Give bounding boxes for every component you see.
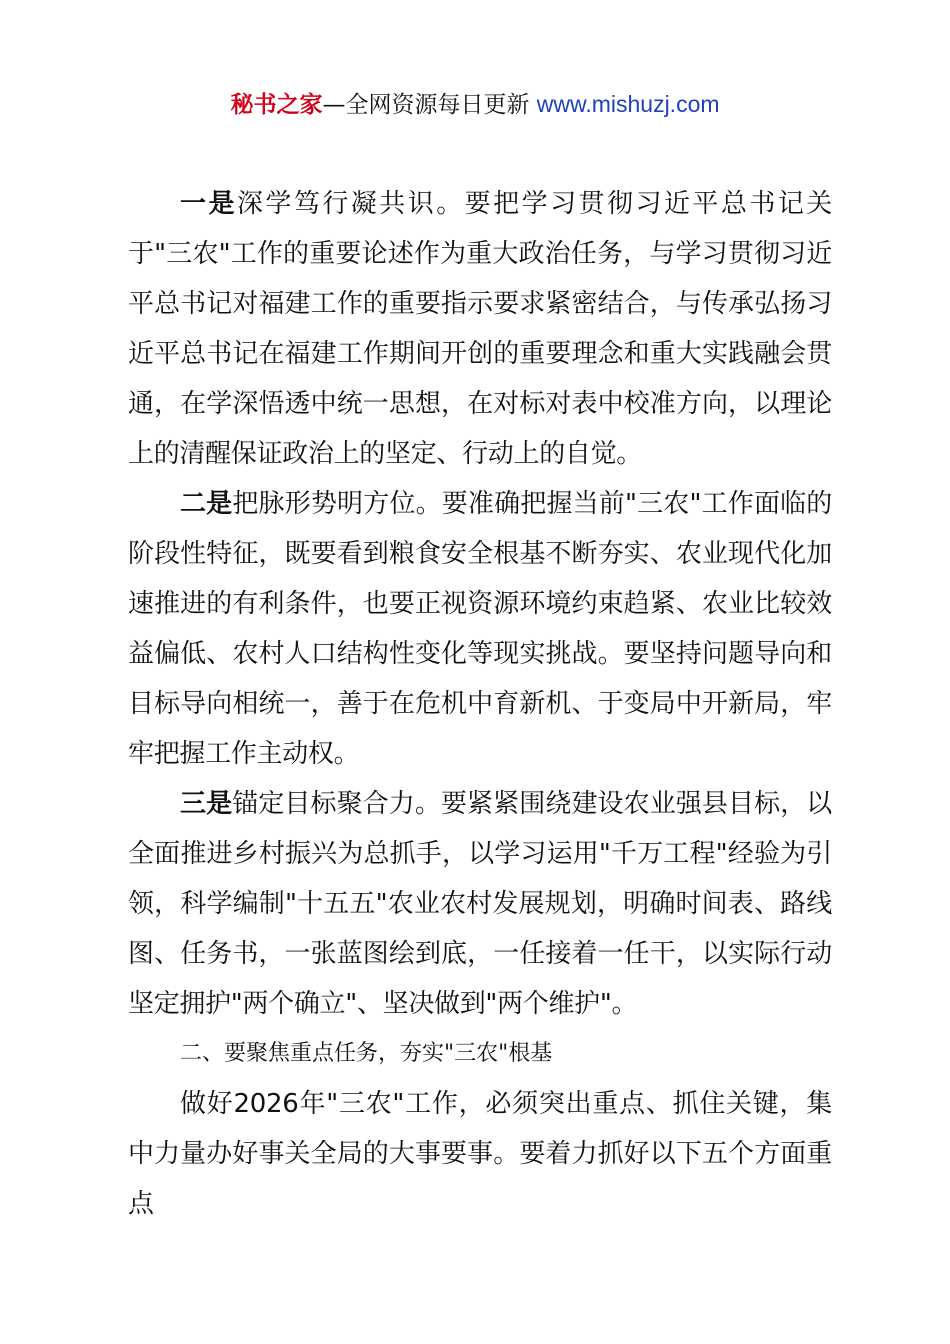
section-heading: 二、要聚焦重点任务，夯实"三农"根基 (180, 1041, 553, 1066)
paragraph-one (128, 179, 832, 479)
paragraph-text: 锚定目标聚合力。要紧紧围绕建设农业强县目标，以全面推进乡村振兴为总抓手，以学习运用"千万工程"经验为引领，科学编制"十五五"农业农村发展规划，明确时间表、路线图、任务书，一张蓝图绘到底，一任接着一任干，以实际行动坚定拥护"两个确立"、坚决做到"两个维护"。 (128, 789, 832, 1019)
paragraph-three (128, 779, 832, 1029)
closing-paragraph: 做好2026年"三农"工作，必须突出重点、抓住关键，集中力量办好事关全局的大事要事。要着力抓好以下五个方面重点 (128, 1089, 832, 1219)
paragraph-text: 把脉形势明方位。要准确把握当前"三农"工作面临的阶段性特征，既要看到粮食安全根基不断夯实、农业现代化加速推进的有利条件，也要正视资源环境约束趋紧、农业比较效益偏低、农村人口结构性变化等现实挑战。要坚持问题导向和目标导向相统一，善于在危机中育新机、于变局中开新局，牢牢把握工作主动权。 (128, 489, 832, 769)
paragraph-lead: 二是 (180, 489, 233, 519)
page-header (0, 88, 950, 121)
site-url-link[interactable]: www.mishuzj.com (536, 91, 720, 117)
header-tagline: —全网资源每日更新 (322, 92, 537, 118)
document-body (128, 179, 832, 1229)
paragraph-text: 深学笃行凝共识。要把学习贯彻习近平总书记关于"三农"工作的重要论述作为重大政治任务，与学习贯彻习近平总书记对福建工作的重要指示要求紧密结合，与传承弘扬习近平总书记在福建工作期间开创的重要理念和重大实践融会贯通，在学深悟透中统一思想，在对标对表中校准方向，以理论上的清醒保证政治上的坚定、行动上的自觉。 (128, 189, 832, 469)
paragraph-lead: 一是 (180, 189, 237, 219)
paragraph-two (128, 479, 832, 779)
brand-name: 秘书之家 (230, 92, 323, 118)
paragraph-lead: 三是 (180, 789, 233, 819)
